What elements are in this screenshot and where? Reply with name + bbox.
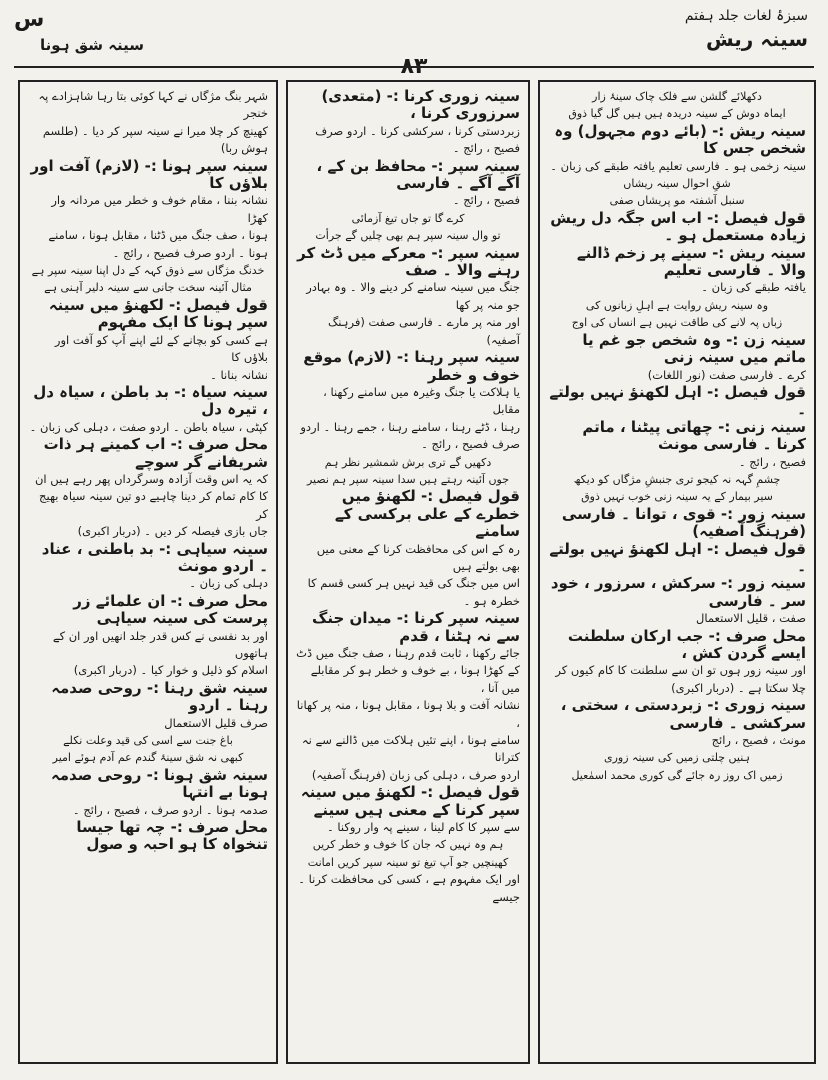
verse-line: کبھی نہ شق سینۂ گندم عم آدم ہوئے امیر <box>52 751 244 765</box>
text-line: نشانہ بننا ، مقام خوف و خطر میں مردانہ وار کھڑا <box>51 193 268 225</box>
text-line: کھینچ کر چلا میرا نے سینہ سپر کر دیا ۔ (طلسم ہوش ربا) <box>42 123 268 156</box>
text-line: جائے رکھنا ، ثابت قدم رہنا ، صف جنگ میں ڈٹ <box>296 646 520 660</box>
text-line: صرف فصیح ، رائج ۔ <box>421 437 520 452</box>
column-middle <box>286 80 530 1064</box>
verse-line: دکھیں گے تری برش شمشیر نظر ہم <box>324 455 492 469</box>
verse-line: ہنیں چلتی زمیں کی سینہ زوری <box>603 751 751 765</box>
entry-headword-line: سینہ سپر رہنا :- (لازم) موقع خوف و خطر <box>303 348 520 384</box>
entry-headword-line: قول فیصل :- لکھنؤ میں سینہ سپر ہونا کا ایک مفہوم <box>48 295 268 332</box>
text-line: کہ یہ اس وقت آزادہ وسرگرداں پھر رہے ہیں ان <box>34 471 268 486</box>
text-line: رہ کے اس کی محافظت کرنا کے معنی میں بھی بولتے ہیں <box>316 541 520 573</box>
text-line: سامنے ہونا ، اپنے تئیں ہلاکت میں ڈالنے سے نہ کترانا <box>301 733 520 765</box>
text-line: اسلام کو ذلیل و خوار کیا ۔ (دربار اکبری) <box>73 663 268 678</box>
text-line: کپٹی ، سیاہ باطن ۔ اردو صفت ، دہلی کی زبان ۔ <box>29 419 268 434</box>
entry-headword-line: قول فیصل :- لکھنؤ میں سینہ سپر کرنا کے معنی ہیں سینے <box>300 783 520 819</box>
verse-line: جوں آئینہ رہتے ہیں سدا سینہ سپر ہم نصیر <box>306 472 510 486</box>
verse-line: وہ سینہ ریش روایت ہے اہلِ زبانوں کی <box>585 298 769 312</box>
text-line: کا کام تمام کر دینا چاہیے دو تین سینہ سیاہ بھیج کر <box>39 489 268 521</box>
entry-headword-line: سینہ زوری :- زبردستی ، سختی ، سرکشی ۔ فارسی <box>560 696 806 732</box>
entry-headword-line: سینہ زن :- وہ شخص جو غم یا ماتم میں سینہ زنی <box>582 330 806 367</box>
running-header-right <box>648 6 808 52</box>
verse-line: خدنگ مژگاں سے ذوق کہہ کے دل اپنا سینہ سپر ہے <box>31 264 265 278</box>
entry-headword-line: سینہ سپر :- محافظ بن کے ، آگے آگے ۔ فارسی <box>316 156 520 193</box>
verse-line: کھینچیں جو آپ تیغ تو سینہ سپر کریں امانت <box>307 855 509 869</box>
entry-headword-line: سینہ سپر کرنا :- میدان جنگ سے نہ ہٹنا ، قدم <box>312 609 520 645</box>
entry-headword-line: محل صرف :- چہ تھا جیسا تنخواہ کا ہو احبہ و صول <box>76 818 268 854</box>
running-header-left <box>14 6 144 56</box>
verse-line: زمیں اک روز رہ جائے گی کوری محمد اسمٰعیل <box>571 768 783 782</box>
text-line: شہر بنگ مژگاں نے کہا کوئی بتا رہا شاہزادے پہ خنجر <box>38 89 268 121</box>
entry-headword-line: قول فیصل :- اہل لکھنؤ نہیں بولتے ۔ <box>549 382 806 419</box>
page-number: ۸۳ <box>400 54 428 79</box>
text-line: جنگ میں سینہ سامنے کر دینے والا ۔ وہ بہادر جو منہ پر کھا <box>306 280 520 312</box>
text-line: صفت ، قلیل الاستعمال <box>696 611 806 626</box>
text-line: اور ایک مفہوم ہے ، کسی کی محافظت کرنا ۔ جیسے <box>298 872 520 904</box>
column-right <box>538 80 816 1064</box>
entry-headword-line: قول فیصل :- لکھنؤ میں خطرے کے علی برکسی کے سامنے <box>334 487 520 541</box>
last-entry-word: سینہ شق ہونا <box>40 36 144 54</box>
text-line: سے سپر کا کام لینا ، سینے پہ وار روکنا ۔ <box>327 820 520 835</box>
verse-line: تو وال سینہ سپر ہم بھی چلیں گے جرأت <box>315 229 501 243</box>
text-line: کے کھڑا ہونا ، بے خوف و خطر ہو کر مقابلے میں آنا ، <box>310 663 520 695</box>
verse-line: شقِ احوال سینہ ریشاں <box>623 177 731 191</box>
entry-headword-line: سینہ زور :- سرکش ، سرزور ، خود سر ۔ فارسی <box>550 574 806 610</box>
verse-line: چشمِ گہہ نہ کیجو تری جنبشِ مژگاں کو دیکھ <box>573 472 781 486</box>
verse-line: زباں پہ لانے کی طاقت نہیں ہے انساں کی اوج <box>571 316 783 330</box>
text-line: اور بد نفسی نے کس قدر جلد انھیں اور ان کے ہاتھوں <box>52 628 268 660</box>
text-line: کرے ۔ فارسی صفت (نور اللغات) <box>647 367 806 382</box>
entry-headword-line: سینہ زنی :- چھاتی پیٹنا ، ماتم کرنا ۔ فارسی مونث <box>582 417 806 454</box>
text-line: فصیح ، رائج ۔ <box>738 454 806 469</box>
text-line: مونث ، فصیح ، رائج <box>711 733 806 748</box>
entry-headword-line: محل صرف :- جب ارکان سلطنت ایسے گردن کش ، <box>567 626 806 662</box>
text-line: سینہ زخمی ہو ۔ فارسی تعلیم یافتہ طبقے کی زبان ۔ <box>550 158 806 173</box>
entry-headword-line: سینہ سپر ہونا :- (لازم) آفت اور بلاؤں کا <box>30 156 268 193</box>
text-line: نشانہ بنانا ۔ <box>210 367 268 382</box>
text-line: یافتہ طبقے کی زبان ۔ <box>701 280 806 295</box>
entry-headword-line: محل صرف :- اب کمینے ہر ذات شریفانے گر سوچے <box>43 435 268 471</box>
entry-headword-line: سینہ زور :- قوی ، توانا ۔ فارسی (فرہنگ آصفیہ) <box>561 504 806 541</box>
entry-headword-line: قول فیصل :- اب اس جگہ دل ریش زیادہ مستعمل ہو ۔ <box>550 208 806 245</box>
first-entry-word: سینہ ریش <box>706 27 808 51</box>
entry-headword-line: سینہ ریش :- (بائے دوم مجہول) وہ شخص جس کا <box>554 121 806 158</box>
verse-line: دکھلائے گلشن سے فلک چاک سینۂ زار <box>592 90 762 103</box>
verse-line: باغ جنت سے اسی کی قید وعلت نکلے <box>63 734 233 748</box>
verse-line: ایماہ دوش کے سینہ دریدہ ہیں ہیں گل گیا ذوق <box>568 107 786 121</box>
entry-headword-line: سینہ شق ہونا :- روحی صدمہ ہونا بے انتہا <box>50 765 268 802</box>
text-line: ہونا ۔ اردو صرف فصیح ، رائج ۔ <box>112 245 268 260</box>
header-rule <box>14 66 814 68</box>
verse-line: سنبل آشفتہ مو پریشاں صفی <box>609 194 745 208</box>
entry-headword-line: سینہ سپر :- معرکے میں ڈٹ کر رہنے والا ۔ صف <box>297 243 520 280</box>
text-line: صدمہ ہونا ۔ اردو صرف ، فصیح ، رائج ۔ <box>72 802 268 817</box>
verse-line: سیر بیمار کے یہ سینہ زنی خوب نہیں ذوق <box>581 490 773 504</box>
verse-line: مثال آئینہ سخت جانی سے سینہ دلیر آہنی ہے <box>44 281 252 295</box>
text-line: فصیح ، رائج ۔ <box>452 193 520 208</box>
volume-title: سبزۂ لغات جلد ہفتم <box>684 8 808 24</box>
text-line: اور سینہ زور ہوں تو ان سے سلطنت کا کام کیوں کر <box>555 663 806 678</box>
text-line: رہنا ، ڈٹے رہنا ، سامنے رہنا ، جمے رہنا ۔ اردو <box>300 419 520 434</box>
verse-line: ہم وہ نہیں کہ جان کا خوف و خطر کریں <box>312 838 504 852</box>
entry-headword-line: سینہ ریش :- سینے پر زخم ڈالنے والا ۔ فارسی تعلیم <box>576 243 806 280</box>
entry-headword-line: سینہ سیاہ :- بد باطن ، سیاہ دل ، تیرہ دل <box>33 382 268 419</box>
verse-line: کرے گا تو جاں تیغ آزمائی <box>351 211 465 225</box>
text-line: دہلی کی زبان ۔ <box>189 576 268 591</box>
text-line: اور منہ پر مارے ۔ فارسی صفت (فرہنگ آصفیہ) <box>328 315 520 347</box>
text-line: اردو صرف ، دہلی کی زبان (فرہنگ آصفیہ) <box>311 767 520 782</box>
entry-headword-line: قول فیصل :- اہل لکھنؤ نہیں بولتے ۔ <box>549 539 806 575</box>
text-line: اس میں جنگ کی قید نہیں ہر کسی قسم کا خطرہ ہو ۔ <box>307 576 520 608</box>
text-line: چلا سکتا ہے ۔ (دربار اکبری) <box>671 680 806 695</box>
text-line: نشانہ آفت و بلا ہونا ، مقابل ہونا ، منہ پر کھانا ، <box>296 698 520 730</box>
text-line: ہونا ، صف جنگ میں ڈٹنا ، مقابل ہونا ، سامنے <box>48 228 268 243</box>
entry-headword-line: محل صرف :- ان علمائے زر پرست کی سینہ سیاہی <box>73 591 268 628</box>
section-letter: س <box>14 7 45 32</box>
entry-headword-line: سینہ سیاہی :- بد باطنی ، عناد ۔ اردو مونث <box>41 539 268 575</box>
text-line: صرف قلیل الاستعمال <box>164 715 268 730</box>
entry-headword-line: سینہ زوری کرنا :- (متعدی) سرزوری کرنا ، <box>321 87 520 123</box>
text-line: جاں بازی فیصلہ کر دیں ۔ (دربار اکبری) <box>77 524 268 539</box>
entry-headword-line: سینہ شق رہنا :- روحی صدمہ رہنا ۔ اردو <box>51 678 268 715</box>
column-left <box>18 80 278 1064</box>
text-line: ہے کسی کو بچانے کے لئے اپنے آپ کو آفت اور بلاؤں کا <box>54 332 268 365</box>
text-line: زبردستی کرنا ، سرکشی کرنا ۔ اردو صرف فصیح ، رائج ۔ <box>315 123 520 156</box>
text-line: یا ہلاکت یا جنگ وغیرہ میں سامنے رکھنا ، مقابل <box>323 384 520 417</box>
